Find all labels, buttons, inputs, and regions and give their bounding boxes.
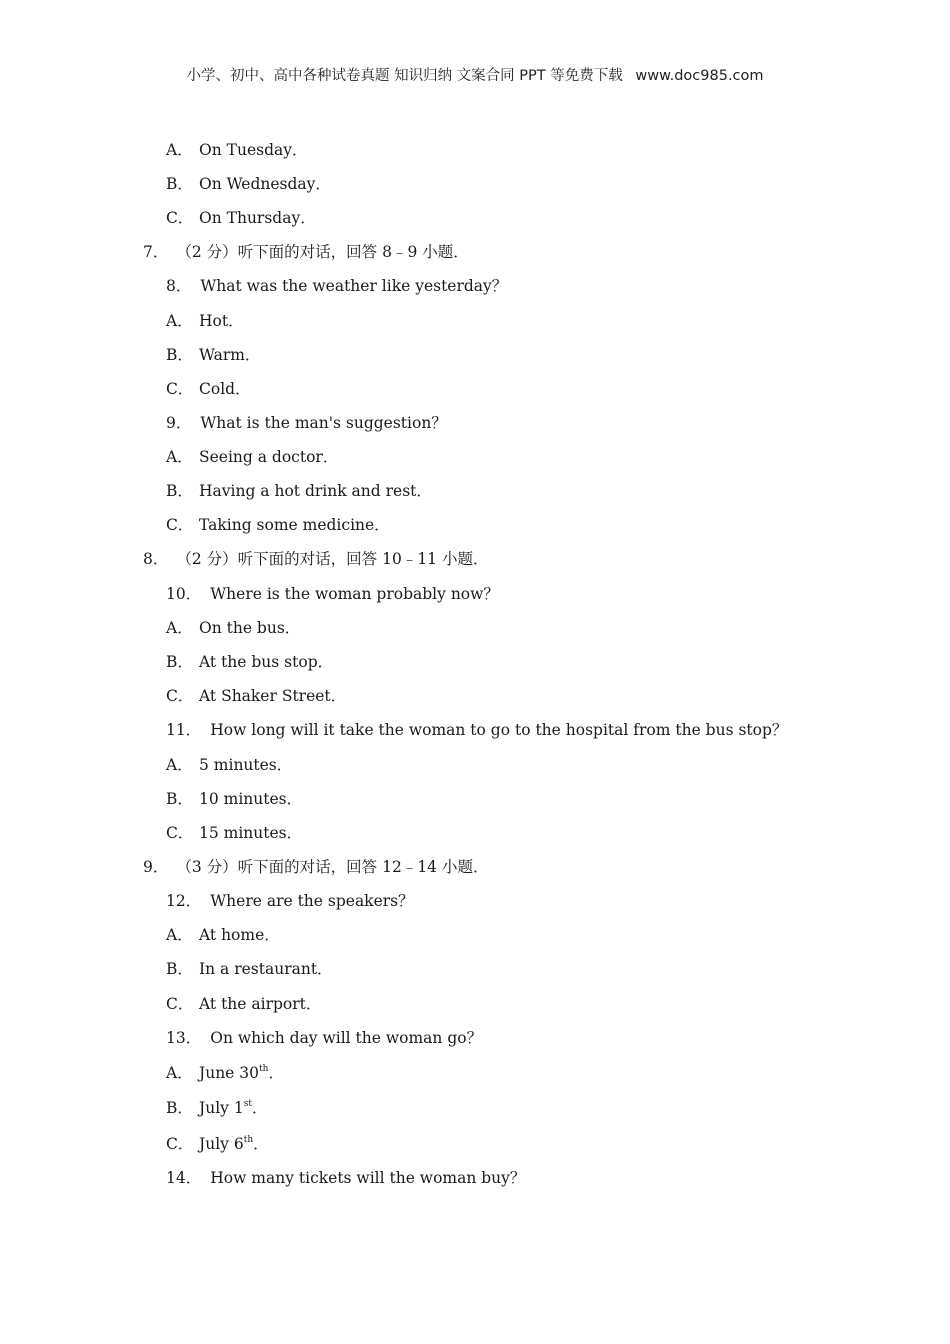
option-label: C． xyxy=(166,1135,194,1153)
option-label: A． xyxy=(166,1064,193,1082)
option-text: Cold． xyxy=(199,380,251,398)
question-item xyxy=(166,716,787,744)
option-label: C． xyxy=(166,209,194,227)
ordinal-suffix: th xyxy=(243,1135,254,1145)
option-text: 5 minutes． xyxy=(199,756,293,774)
item-number: 8． xyxy=(143,550,169,568)
answer-option xyxy=(166,819,302,847)
option-text: On Wednesday． xyxy=(199,175,331,193)
option-text: At home． xyxy=(199,926,280,944)
answer-option xyxy=(166,511,390,539)
item-number: 10． xyxy=(166,585,202,603)
option-text: Warm． xyxy=(199,346,261,364)
item-text: How long will it take the woman to go to the hospital from the bus stop？ xyxy=(210,721,788,739)
answer-option xyxy=(166,204,316,232)
option-label: C． xyxy=(166,995,194,1013)
section-heading xyxy=(143,545,488,573)
header-url: www.doc985.com xyxy=(635,68,764,84)
question-item xyxy=(166,1024,482,1052)
option-label: A． xyxy=(166,141,193,159)
item-number: 7． xyxy=(143,243,169,261)
item-text: （2 分）听下面的对话，回答 10﹣11 小题． xyxy=(176,550,489,568)
answer-option xyxy=(166,341,260,369)
answer-option xyxy=(166,614,300,642)
item-number: 12． xyxy=(166,892,202,910)
option-text: In a restaurant． xyxy=(199,960,333,978)
option-text: July 1 xyxy=(199,1099,244,1117)
item-text: How many tickets will the woman buy？ xyxy=(210,1169,526,1187)
answer-option xyxy=(166,682,346,710)
option-label: B． xyxy=(166,346,193,364)
header-title: 小学、初中、高中各种试卷真题 知识归纳 文案合同 PPT 等免费下载 xyxy=(186,68,623,84)
question-item xyxy=(166,272,507,300)
option-text: July 6 xyxy=(199,1135,244,1153)
item-number: 8． xyxy=(166,277,192,295)
answer-option xyxy=(166,1094,267,1122)
question-item xyxy=(166,409,447,437)
option-label: B． xyxy=(166,175,193,193)
answer-option xyxy=(166,921,280,949)
item-text: On which day will the woman go？ xyxy=(210,1029,483,1047)
option-label: A． xyxy=(166,926,193,944)
answer-option xyxy=(166,477,432,505)
answer-option xyxy=(166,170,331,198)
item-text: What is the man's suggestion？ xyxy=(200,414,447,432)
item-text: Where are the speakers？ xyxy=(210,892,414,910)
option-label: A． xyxy=(166,756,193,774)
section-heading xyxy=(143,853,488,881)
question-item xyxy=(166,1164,525,1192)
item-number: 14． xyxy=(166,1169,202,1187)
answer-option xyxy=(166,648,333,676)
item-number: 9． xyxy=(143,858,169,876)
option-label: B． xyxy=(166,653,193,671)
question-item xyxy=(166,580,499,608)
item-text: （3 分）听下面的对话，回答 12﹣14 小题． xyxy=(176,858,489,876)
option-punct: ． xyxy=(253,1135,269,1153)
option-label: B． xyxy=(166,1099,193,1117)
item-number: 13． xyxy=(166,1029,202,1047)
option-text: At the bus stop． xyxy=(199,653,334,671)
section-heading xyxy=(143,238,469,266)
answer-option xyxy=(166,785,302,813)
answer-option xyxy=(166,990,321,1018)
option-text: June 30 xyxy=(199,1064,260,1082)
option-punct: ． xyxy=(268,1064,284,1082)
item-text: （2 分）听下面的对话，回答 8﹣9 小题． xyxy=(176,243,469,261)
option-label: B． xyxy=(166,790,193,808)
page-header xyxy=(0,64,950,85)
answer-option xyxy=(166,136,308,164)
item-text: What was the weather like yesterday？ xyxy=(200,277,508,295)
answer-option xyxy=(166,1059,284,1087)
option-text: Having a hot drink and rest． xyxy=(199,482,432,500)
option-label: A． xyxy=(166,312,193,330)
answer-option xyxy=(166,307,244,335)
option-label: A． xyxy=(166,448,193,466)
option-label: B． xyxy=(166,960,193,978)
option-text: Taking some medicine． xyxy=(199,516,390,534)
question-item xyxy=(166,887,414,915)
option-label: C． xyxy=(166,516,194,534)
option-text: On Thursday． xyxy=(199,209,316,227)
ordinal-suffix: th xyxy=(259,1064,269,1074)
option-text: On the bus． xyxy=(199,619,301,637)
option-label: C． xyxy=(166,380,194,398)
option-text: On Tuesday． xyxy=(199,141,308,159)
ordinal-suffix: st xyxy=(243,1099,252,1109)
answer-option xyxy=(166,443,338,471)
option-text: Seeing a doctor． xyxy=(199,448,339,466)
option-text: At Shaker Street． xyxy=(199,687,347,705)
option-label: B． xyxy=(166,482,193,500)
option-punct: ． xyxy=(251,1099,268,1117)
option-label: C． xyxy=(166,687,194,705)
option-text: At the airport． xyxy=(199,995,322,1013)
option-text: 10 minutes． xyxy=(199,790,303,808)
item-number: 11． xyxy=(166,721,202,739)
option-label: A． xyxy=(166,619,193,637)
answer-option xyxy=(166,751,292,779)
item-number: 9． xyxy=(166,414,192,432)
answer-option xyxy=(166,375,251,403)
option-text: 15 minutes． xyxy=(199,824,303,842)
answer-option xyxy=(166,1130,269,1158)
option-text: Hot． xyxy=(199,312,244,330)
answer-option xyxy=(166,955,333,983)
option-label: C． xyxy=(166,824,194,842)
item-text: Where is the woman probably now？ xyxy=(210,585,499,603)
